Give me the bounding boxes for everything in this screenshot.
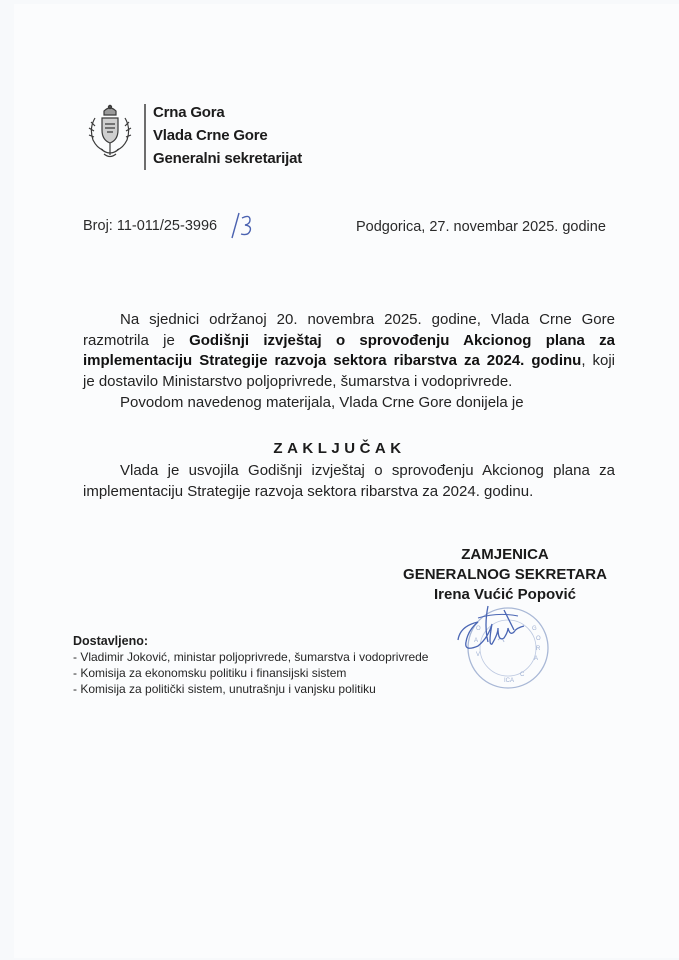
paragraph-line: je dostavilo Ministarstvo poljoprivrede, šumarstva i vodoprivrede. <box>83 372 513 390</box>
header-country: Crna Gora <box>153 104 225 121</box>
svg-text:A: A <box>534 656 539 662</box>
paragraph-line: Povodom navedenog materijala, Vlada Crne Gore donijela je <box>120 394 524 411</box>
paragraph-decision-intro <box>83 393 615 414</box>
svg-text:O: O <box>476 626 481 632</box>
paragraph-line: implementaciju Strategije razvoja sektora ribarstva za 2024. godinu. <box>83 482 534 500</box>
official-stamp-icon <box>448 600 556 690</box>
svg-text:A: A <box>474 638 479 644</box>
svg-text:O: O <box>536 636 541 642</box>
header-divider <box>144 104 146 170</box>
svg-text:C: C <box>520 672 525 678</box>
report-title-bold: implementaciju Strategije razvoja sektora ribarstva za 2024. godinu <box>83 352 582 369</box>
header-secretariat: Generalni sekretarijat <box>153 150 303 167</box>
signatory-title-line1: ZAMJENICA <box>461 546 549 563</box>
paragraph-line <box>83 331 615 352</box>
place-and-date: Podgorica, 27. novembar 2025. godine <box>356 219 606 235</box>
svg-text:G: G <box>532 626 537 632</box>
svg-text:R: R <box>536 646 541 652</box>
svg-text:V: V <box>476 652 481 658</box>
paragraph-decision-text <box>83 461 615 502</box>
coat-of-arms-icon <box>87 104 133 162</box>
handwritten-suffix-icon <box>228 210 256 240</box>
paragraph-line: Na sjednici održanoj 20. novembra 2025. godine, Vlada Crne Gore <box>120 311 615 328</box>
decision-title: ZAKLJUČAK <box>273 440 406 457</box>
text-normal: , koji <box>581 352 616 369</box>
distribution-item: - Komisija za politički sistem, unutrašnju i vanjsku politiku <box>73 682 376 696</box>
text-normal: razmotrila je <box>83 331 190 349</box>
distribution-heading: Dostavljeno: <box>73 634 149 648</box>
report-title-bold: Godišnji izvještaj o sprovođenju Akcionog plana za <box>189 331 615 349</box>
header-government: Vlada Crne Gore <box>153 127 268 144</box>
paragraph-line: Vlada je usvojila Godišnji izvještaj o sprovođenju Akcionog plana za <box>120 462 615 479</box>
signatory-name: Irena Vućić Popović <box>434 586 576 603</box>
reference-number: Broj: 11-011/25-3996 <box>83 218 218 234</box>
signatory-title-line2: GENERALNOG SEKRETARA <box>403 566 607 583</box>
paragraph-session <box>83 310 615 392</box>
distribution-item: - Vladimir Joković, ministar poljoprivrede, šumarstva i vodoprivrede <box>73 650 429 664</box>
paragraph-line <box>83 351 615 372</box>
distribution-item: - Komisija za ekonomsku politiku i finansijski sistem <box>73 666 347 680</box>
svg-text:ICA: ICA <box>504 678 515 684</box>
